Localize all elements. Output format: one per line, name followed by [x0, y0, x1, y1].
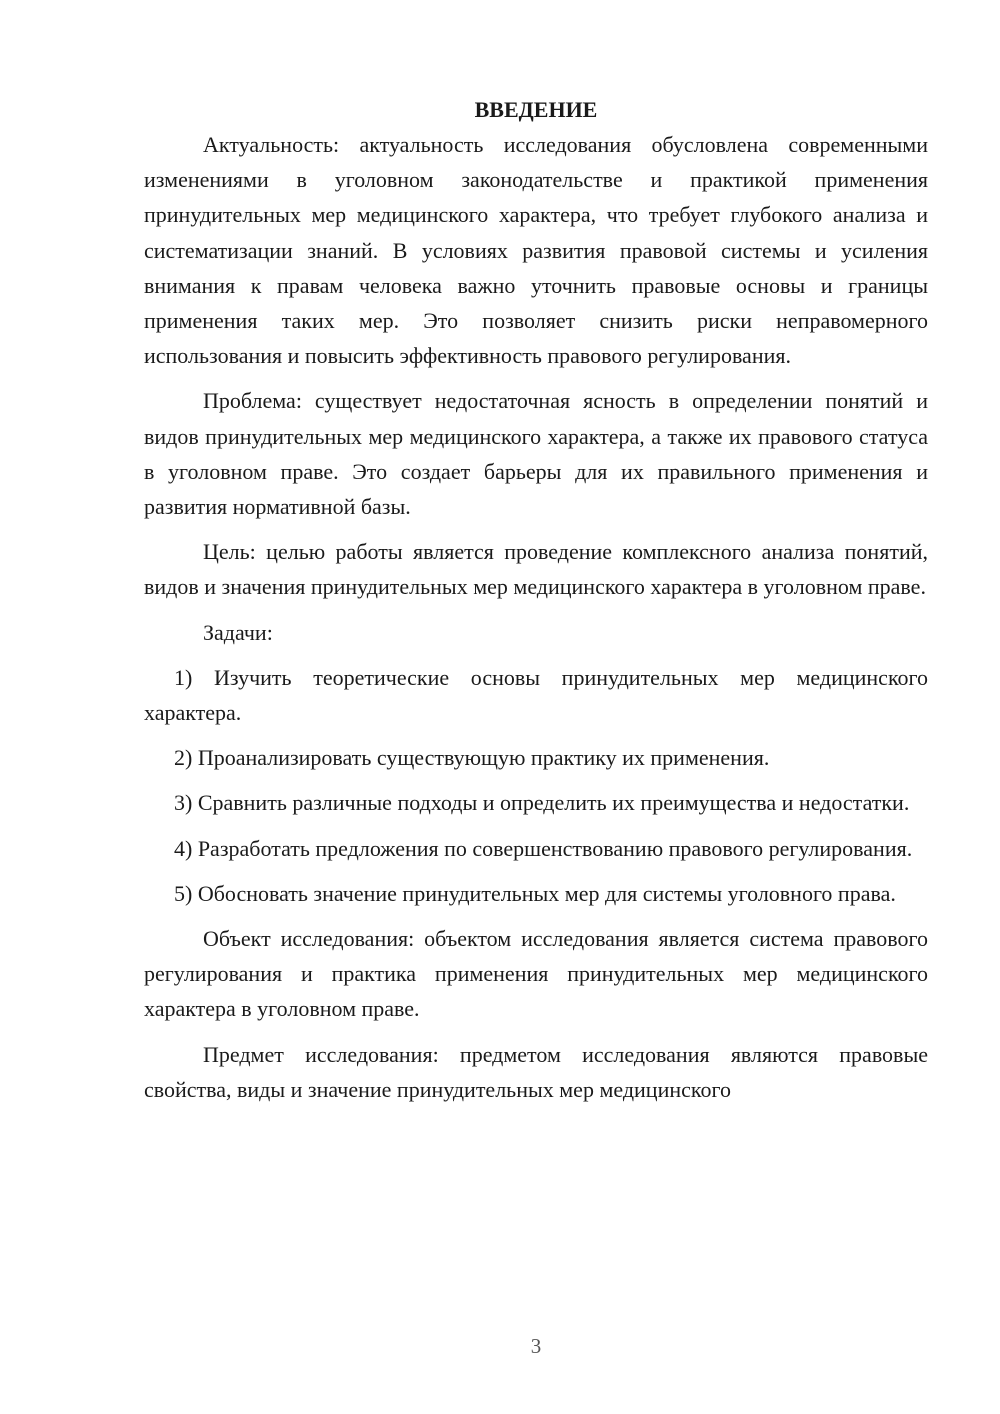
- document-page: [144, 92, 928, 1107]
- task-item-5: 5) Обосновать значение принудительных мер для системы уголовного права.: [174, 880, 896, 906]
- page-number: 3: [530, 1334, 542, 1358]
- task-item-1: 1) Изучить теоретические основы принудительных мер медицинского характера.: [144, 664, 928, 726]
- paragraph-problem: Проблема: существует недостаточная ясность в определении понятий и видов принудительных мер медицинского характера, а также их правового статуса в уголовном праве. Это создает барьеры для их правильного применения и развития нормативной базы.: [144, 388, 928, 520]
- page-title: ВВЕДЕНИЕ: [474, 97, 598, 122]
- paragraph-subject: Предмет исследования: предметом исследования являются правовые свойства, виды и значение принудительных мер медицинского: [144, 1041, 928, 1102]
- task-item-2: 2) Проанализировать существующую практику их применения.: [174, 745, 770, 771]
- paragraph-object: Объект исследования: объектом исследования является система правового регулирования и практика применения принудительных мер медицинского характера в уголовном праве.: [144, 926, 928, 1022]
- tasks-label: Задачи:: [203, 619, 273, 645]
- task-item-3: 3) Сравнить различные подходы и определить их преимущества и недостатки.: [174, 790, 910, 816]
- paragraph-relevance: Актуальность: актуальность исследования обусловлена современными изменениями в уголовном законодательстве и практикой применения принудительных мер медицинского характера, что требует глубокого анализа и систематизации знаний. В условиях развития правовой системы и усиления внимания к правам человека важно уточнить правовые основы и границы применения таких мер. Это позволяет снизить риски неправомерного использования и повысить эффективность правового регулирования.: [144, 132, 928, 369]
- paragraph-goal: Цель: целью работы является проведение комплексного анализа понятий, видов и значения принудительных мер медицинского характера в уголовном праве.: [144, 539, 928, 600]
- task-item-4: 4) Разработать предложения по совершенствованию правового регулирования.: [174, 835, 913, 861]
